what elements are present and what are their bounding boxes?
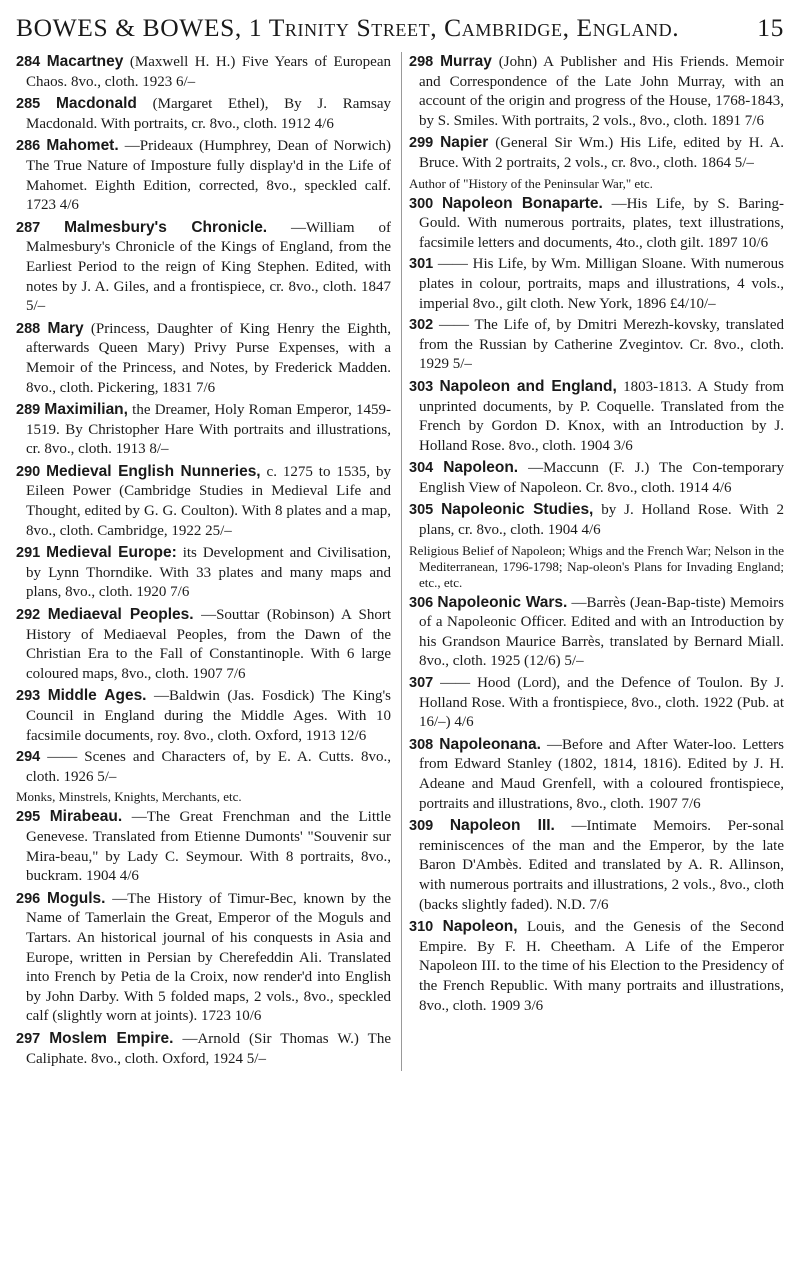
entry-number: 297 [16,1030,41,1047]
entry-description: by J. Holland Rose. With 2 plans, cr. 8vo., cloth. 1904 4/6 [419,502,784,539]
entry-description: c. 1275 to 1535, by Eileen Power (Cambridge Studies in Medieval Life and Thought, edited by G. G. Coulton). With 8 plates and a map, 8vo., cloth. Cambridge, 1922 25/– [26,463,392,539]
entry-number: 292 [16,607,41,624]
entry-description: —Intimate Memoirs. Per-sonal reminiscences of the man and the Emperor, by the late Baron D'Ambès. Edited and translated by A. R. Allinson, with numerous portraits and illustrations, 2 vols., 8vo., cloth (backs slightly faded). N.D. 7/6 [419,818,785,913]
catalogue-entry [409,500,784,540]
entry-heading: Moslem Empire. [49,1029,174,1047]
entry-heading: Mediaeval Peoples. [47,606,194,624]
entry-description: the Dreamer, Holy Roman Emperor, 1459-1519. By Christopher Hare With portraits and illustrations, cr. 8vo., cloth. 1913 8/– [26,402,392,458]
page-header [16,8,784,48]
catalogue-entry [409,458,784,498]
entry-number: 300 [409,195,434,212]
entry-heading: Napoleon. [443,459,519,477]
catalogue-entry [16,748,391,787]
entry-number: 294 [16,749,41,766]
entry-number: 285 [16,96,41,113]
entry-number: 304 [409,460,434,477]
entry-description: —Souttar (Robinson) A Short History of Mediaeval Peoples, from the Dawn of the Christian Era to the Fall of Constantinople. With 6 large coloured maps, 8vo., cloth. 1907 7/6 [26,607,392,682]
catalogue-entry [409,917,784,1016]
catalogue-entry [409,377,784,456]
entry-heading: Napoleonana. [439,735,541,753]
entry-number: 298 [409,54,434,70]
entry-heading: Mary [47,319,84,337]
left-column [16,52,402,1071]
entry-heading: Napoleon and England, [439,377,617,395]
entry-heading: Napoleon Bonaparte. [441,194,603,212]
entry-heading: Medieval Europe: [46,544,177,562]
entry-description: —The History of Timur-Bec, known by the Name of Tamerlain the Great, Emperor of the Moguls and Tartars. An historical journal of his conquests in Asia and Europe, written in Persian by Cherefeddin Ali. Translated into French by Petia de la Croix, now render'd into English by John Darby. With 5 folded maps, 2 vols., 8vo., speckled calf (slightly worn at joints). 1723 10/6 [26,890,392,1025]
entry-number: 306 [409,594,434,611]
entry-number: 293 [16,688,41,705]
entry-number: 307 [409,675,434,692]
catalogue-entry [16,136,391,215]
entry-number: 295 [16,809,41,826]
catalogue-entry [409,133,784,173]
entry-number: 289 [16,402,41,419]
entry-number: 301 [409,256,434,273]
catalogue-entry [16,543,391,603]
catalogue-entry [16,462,391,541]
page-number: 15 [757,13,784,42]
catalogue-entry [16,52,391,92]
catalogue-entry [16,319,391,398]
entry-description: —— Hood (Lord), and the Defence of Toulon. By J. Holland Rose. With a frontispiece, 8vo., cloth. 1922 (Pub. at 16/–) 4/6 [419,675,785,731]
entry-description: —— Scenes and Characters of, by E. A. Cutts. 8vo., cloth. 1926 5/– [26,749,392,785]
entry-description: —— The Life of, by Dmitri Merezh-kovsky, translated from the Russian by Catherine Zvegintov. Cr. 8vo., cloth. 1929 5/– [419,317,785,373]
entry-number: 296 [16,890,41,907]
entry-number: 284 [16,54,41,70]
entry-heading: Mirabeau. [49,808,123,826]
entry-heading: Macdonald [55,95,137,113]
entry-heading: Maximilian, [44,401,128,419]
header-publisher-address: BOWES & BOWES, 1 Trinity Street, Cambridge, England. [16,13,680,42]
entry-description: (Princess, Daughter of King Henry the Eighth, afterwards Queen Mary) Privy Purse Expenses, with a Memoir of the Princess, and Notes, by Frederick Madden. 8vo., cloth. Pickering, 1831 7/6 [26,320,391,396]
catalogue-entry [409,816,784,915]
entry-description: —Maccunn (F. J.) The Con-temporary English View of Napoleon. Cr. 8vo., cloth. 1914 4/6 [419,460,784,496]
entry-description: —Barrès (Jean-Bap-tiste) Memoirs of a Napoleonic Officer. Edited and with an Introduction by his Grandson Maurice Barrès, translated by Bernard Miall. 8vo., cloth. 1925 (12/6) 5/– [419,594,785,670]
entry-number: 309 [409,818,434,835]
entry-description: its Development and Civilisation, by Lynn Thorndike. With 33 plates and many maps and plans, 8vo., cloth. 1920 7/6 [26,545,391,601]
catalogue-entry [16,400,391,460]
entry-number: 288 [16,320,41,337]
entry-description: —Prideaux (Humphrey, Dean of Norwich) The True Nature of Imposture fully display'd in the Life of Mahomet. Eighth Edition, corrected, 8vo., speckled calf. 1723 4/6 [26,138,392,214]
entry-description: (Margaret Ethel), By J. Ramsay Macdonald. With portraits, cr. 8vo., cloth. 1912 4/6 [26,96,392,132]
entry-description: 1803-1813. A Study from unprinted documents, by P. Coquelle. Translated from the French by Gordon D. Knox, with an Introduction by J. Holland Rose. 8vo., cloth. 1904 3/6 [419,378,784,454]
catalogue-columns [16,52,784,1071]
entry-description: —His Life, by S. Baring-Gould. With numerous portraits, plates, text illustrations, facsimile letters and documents, 4to., cloth gilt. 1897 10/6 [419,195,785,251]
catalogue-entry [16,218,391,317]
entry-heading: Napoleon III. [449,817,555,835]
entry-heading: Medieval English Nunneries, [46,462,261,480]
catalogue-entry [409,674,784,733]
entry-number: 305 [409,502,434,519]
entry-contents-note: Monks, Minstrels, Knights, Merchants, etc. [16,789,242,805]
entry-heading: Napoleonic Studies, [441,501,594,519]
entry-heading: Napoleon, [442,918,518,936]
entry-heading: Mahomet. [46,137,119,155]
catalogue-entry [409,316,784,375]
entry-heading: Moguls. [46,889,106,907]
entry-description: —— His Life, by Wm. Milligan Sloane. With numerous plates in colour, portraits, maps and illustrations, 4 vols., imperial 8vo., gilt cloth. New York, 1896 £4/10/– [419,256,784,312]
catalogue-entry [409,255,784,314]
catalogue-entry [409,593,784,672]
entry-description: —Arnold (Sir Thomas W.) The Caliphate. 8vo., cloth. Oxford, 1924 5/– [26,1030,392,1067]
entry-description: (John) A Publisher and His Friends. Memoir and Correspondence of the Late John Murray, with an account of the origin and progress of the House, 1768-1843, by S. Smiles. With portraits, 2 vols., 8vo., cloth. 1891 7/6 [419,54,784,129]
catalogue-entry [16,94,391,134]
entry-number: 291 [16,545,41,562]
entry-contents-note: Author of "History of the Peninsular War," etc. [409,175,653,191]
entry-description: —William of Malmesbury's Chronicle of the Kings of England, from the Earliest Period to the reign of King Stephen. Edited, with notes by J. A. Giles, and a frontispiece, cr. 8vo., cloth. 1847 5/– [26,219,391,315]
entry-description: (Maxwell H. H.) Five Years of European Chaos. 8vo., cloth. 1923 6/– [26,54,392,90]
entry-description: —Before and After Water-loo. Letters from Edward Stanley (1802, 1814, 1816). Edited by J. H. Adeane and Maud Grenfell, with a coloured frontispiece, portraits and illustrations, 8vo., cloth. 1907 7/6 [419,736,785,812]
entry-heading: Murray [440,53,492,70]
entry-number: 310 [409,919,434,936]
catalogue-entry [16,605,391,684]
entry-heading: Malmesbury's Chronicle. [64,218,268,236]
catalogue-entry [16,1029,391,1069]
entry-heading: Middle Ages. [47,687,147,705]
entry-heading: Napier [440,134,489,152]
catalogue-entry [409,194,784,254]
catalogue-entry [409,52,784,131]
entry-number: 290 [16,463,41,480]
entry-number: 302 [409,317,434,334]
entry-description: —The Great Frenchman and the Little Genevese. Translated from Etienne Dumonts' "Souvenir sur Mira-beau," by Lady C. Seymour. With 8 portraits, 8vo., buckram. 1904 4/6 [26,809,392,885]
catalogue-entry [409,735,784,814]
entry-number: 287 [16,219,41,236]
entry-number: 308 [409,736,434,753]
entry-number: 286 [16,138,41,155]
entry-heading: Macartney [46,53,124,70]
entry-contents-note: Religious Belief of Napoleon; Whigs and the French War; Nelson in the Mediterranean, 1796-1798; Nap-oleon's Plans for Invading England; etc., etc. [409,542,784,590]
catalogue-entry [16,686,391,746]
entry-description: —Baldwin (Jas. Fosdick) The King's Council in England during the Middle Ages. With 10 facsimile documents, roy. 8vo., cloth. Oxford, 1913 12/6 [26,688,392,744]
entry-number: 299 [409,135,434,152]
entry-description: (General Sir Wm.) His Life, edited by H. A. Bruce. With 2 portraits, 2 vols., cr. 8vo., cloth. 1864 5/– [419,135,785,171]
entry-heading: Napoleonic Wars. [437,593,568,611]
entry-number: 303 [409,378,434,395]
right-column [409,52,784,1071]
entry-description: Louis, and the Genesis of the Second Empire. By F. H. Cheetham. A Life of the Emperor Napoleon III. to the time of his Election to the Presidency of the French Republic. With many portraits and illustrations, 8vo., cloth. 1909 3/6 [419,919,784,1014]
catalogue-entry [16,889,391,1027]
catalogue-entry [16,807,391,886]
